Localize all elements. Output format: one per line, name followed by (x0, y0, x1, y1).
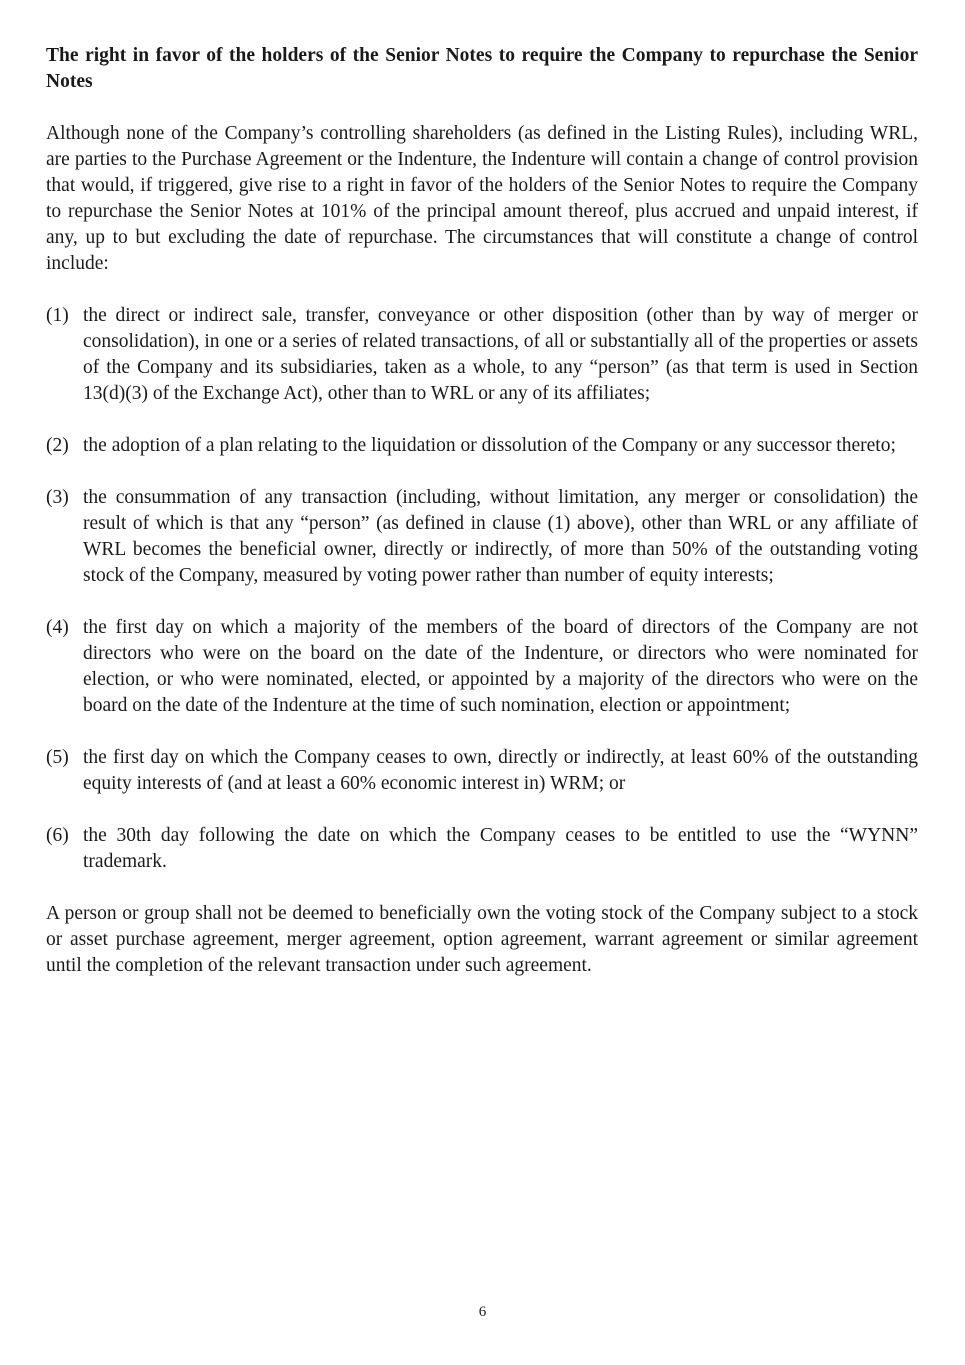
list-item-number: (2) (46, 435, 69, 456)
list-item (46, 823, 918, 875)
document-page (46, 43, 918, 1005)
list-item (46, 303, 918, 407)
list-item-text: the 30th day following the date on which the Company ceases to be entitled to use the “WYNN” trademark. (83, 825, 918, 872)
list-item-text: the first day on which a majority of the members of the board of directors of the Company are not directors who were on the board on the date of the Indenture, or directors who were nominated for election, or who were nominated, elected, or appointed by a majority of the directors who were on the board on the date of the Indenture at the time of such nomination, election or appointment; (83, 617, 918, 716)
list-item-number: (3) (46, 487, 69, 508)
intro-paragraph: Although none of the Company’s controlling shareholders (as defined in the Listing Rules), including WRL, are parties to the Purchase Agreement or the Indenture, the Indenture will contain a change of control provision that would, if triggered, give rise to a right in favor of the holders of the Senior Notes to require the Company to repurchase the Senior Notes at 101% of the principal amount thereof, plus accrued and unpaid interest, if any, up to but excluding the date of repurchase. The circumstances that will constitute a change of control include: (46, 123, 918, 274)
list-item-text: the first day on which the Company ceases to own, directly or indirectly, at least 60% of the outstanding equity interests of (and at least a 60% economic interest in) WRM; or (83, 747, 918, 794)
list-item-text: the adoption of a plan relating to the liquidation or dissolution of the Company or any successor thereto; (83, 435, 896, 456)
change-of-control-list (46, 303, 918, 875)
list-item (46, 485, 918, 589)
list-item-number: (5) (46, 747, 69, 768)
page-number: 6 (478, 1304, 487, 1320)
closing-paragraph: A person or group shall not be deemed to beneficially own the voting stock of the Company subject to a stock or asset purchase agreement, merger agreement, option agreement, warrant agreement or similar agreement until the completion of the relevant transaction under such agreement. (46, 903, 918, 976)
list-item-number: (4) (46, 617, 69, 638)
list-item-text: the consummation of any transaction (including, without limitation, any merger or consolidation) the result of which is that any “person” (as defined in clause (1) above), other than WRL or any affiliate of WRL becomes the beneficial owner, directly or indirectly, of more than 50% of the outstanding voting stock of the Company, measured by voting power rather than number of equity interests; (83, 487, 918, 586)
section-heading: The right in favor of the holders of the Senior Notes to require the Company to repurchase the Senior Notes (46, 45, 918, 92)
list-item-number: (1) (46, 305, 69, 326)
list-item (46, 615, 918, 719)
list-item (46, 433, 918, 459)
list-item-text: the direct or indirect sale, transfer, conveyance or other disposition (other than by way of merger or consolidation), in one or a series of related transactions, of all or substantially all of the properties or assets of the Company and its subsidiaries, taken as a whole, to any “person” (as that term is used in Section 13(d)(3) of the Exchange Act), other than to WRL or any of its affiliates; (83, 305, 918, 404)
list-item (46, 745, 918, 797)
list-item-number: (6) (46, 825, 69, 846)
